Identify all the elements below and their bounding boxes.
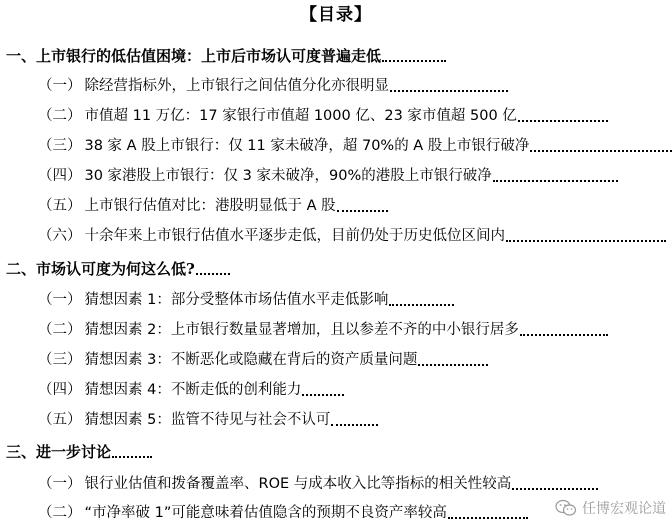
toc-item-1-2[interactable] (38, 101, 608, 125)
dot-leader (506, 240, 666, 242)
dot-leader (520, 334, 608, 336)
toc-item-label: 猜想因素 5：监管不待见与社会不认可 (84, 412, 331, 428)
dot-leader (512, 488, 598, 490)
toc-item-1-1[interactable] (38, 71, 508, 95)
dot-leader (382, 60, 446, 62)
toc-item-label: 猜想因素 4：不断走低的创利能力 (84, 382, 302, 398)
toc-item-number: （二） (38, 322, 82, 338)
dot-leader (418, 364, 488, 366)
toc-section-3[interactable] (6, 437, 152, 461)
toc-item-label: 猜想因素 3：不断恶化或隐藏在背后的资产质量问题 (84, 352, 418, 368)
toc-item-label: 十余年来上市银行估值水平逐步走低，目前仍处于历史低位区间内 (84, 228, 505, 244)
dot-leader (196, 273, 230, 275)
toc-item-label: 市值超 11 万亿：17 家银行市值超 1000 亿、23 家市值超 500 亿 (84, 108, 517, 124)
wechat-icon (555, 499, 577, 517)
toc-item-1-3[interactable] (38, 131, 672, 155)
dot-leader (389, 304, 454, 306)
toc-title: 【目录】 (300, 5, 372, 25)
toc-item-number: （三） (38, 352, 82, 368)
toc-item-1-5[interactable] (38, 191, 388, 215)
toc-section-label: 三、进一步讨论 (6, 443, 112, 461)
toc-item-2-1[interactable] (38, 285, 454, 309)
toc-item-label: 除经营指标外，上市银行之间估值分化亦很明显 (84, 78, 389, 94)
dot-leader (302, 394, 344, 396)
toc-item-number: （二） (38, 108, 82, 124)
toc-item-number: （一） (38, 292, 82, 308)
toc-item-number: （二） (38, 505, 82, 521)
toc-item-number: （六） (38, 228, 82, 244)
toc-section-1[interactable] (6, 41, 446, 65)
toc-item-3-2[interactable] (38, 498, 528, 522)
toc-item-2-5[interactable] (38, 405, 378, 429)
dot-leader (112, 456, 152, 458)
toc-item-number: （四） (38, 168, 82, 184)
toc-item-number: （五） (38, 412, 82, 428)
toc-section-2[interactable] (6, 254, 230, 278)
toc-item-number: （三） (38, 138, 82, 154)
toc-item-label: 38 家 A 股上市银行：仅 11 家未破净，超 70%的 A 股上市银行破净 (84, 138, 530, 154)
dot-leader (448, 517, 528, 519)
toc-item-1-6[interactable] (38, 221, 666, 245)
toc-item-2-4[interactable] (38, 375, 344, 399)
toc-item-number: （五） (38, 198, 82, 214)
dot-leader (337, 210, 388, 212)
dot-leader (493, 180, 618, 182)
toc-item-number: （一） (38, 476, 82, 492)
toc-item-number: （一） (38, 78, 82, 94)
toc-item-label: 30 家港股上市银行：仅 3 家未破净，90%的港股上市银行破净 (84, 168, 492, 184)
dot-leader (530, 150, 672, 152)
toc-item-2-2[interactable] (38, 315, 608, 339)
toc-item-label: 上市银行估值对比：港股明显低于 A 股 (84, 198, 336, 214)
toc-item-3-1[interactable] (38, 469, 598, 493)
watermark-text: 任博宏观论道 (582, 501, 666, 517)
toc-item-1-4[interactable] (38, 161, 618, 185)
toc-item-label: 猜想因素 2：上市银行数量显著增加，且以参差不齐的中小银行居多 (84, 322, 519, 338)
toc-item-label: 银行业估值和拨备覆盖率、ROE 与成本收入比等指标的相关性较高 (84, 476, 512, 492)
toc-section-label: 一、上市银行的低估值困境：上市后市场认可度普遍走低 (6, 47, 382, 65)
toc-section-label: 二、市场认可度为何这么低? (6, 260, 195, 278)
toc-item-label: “市净率破 1”可能意味着估值隐含的预期不良资产率较高 (84, 505, 447, 521)
dot-leader (518, 120, 608, 122)
dot-leader (390, 90, 508, 92)
toc-item-label: 猜想因素 1：部分受整体市场估值水平走低影响 (84, 292, 389, 308)
watermark (555, 498, 666, 518)
dot-leader (331, 424, 378, 426)
toc-item-2-3[interactable] (38, 345, 488, 369)
toc-item-number: （四） (38, 382, 82, 398)
